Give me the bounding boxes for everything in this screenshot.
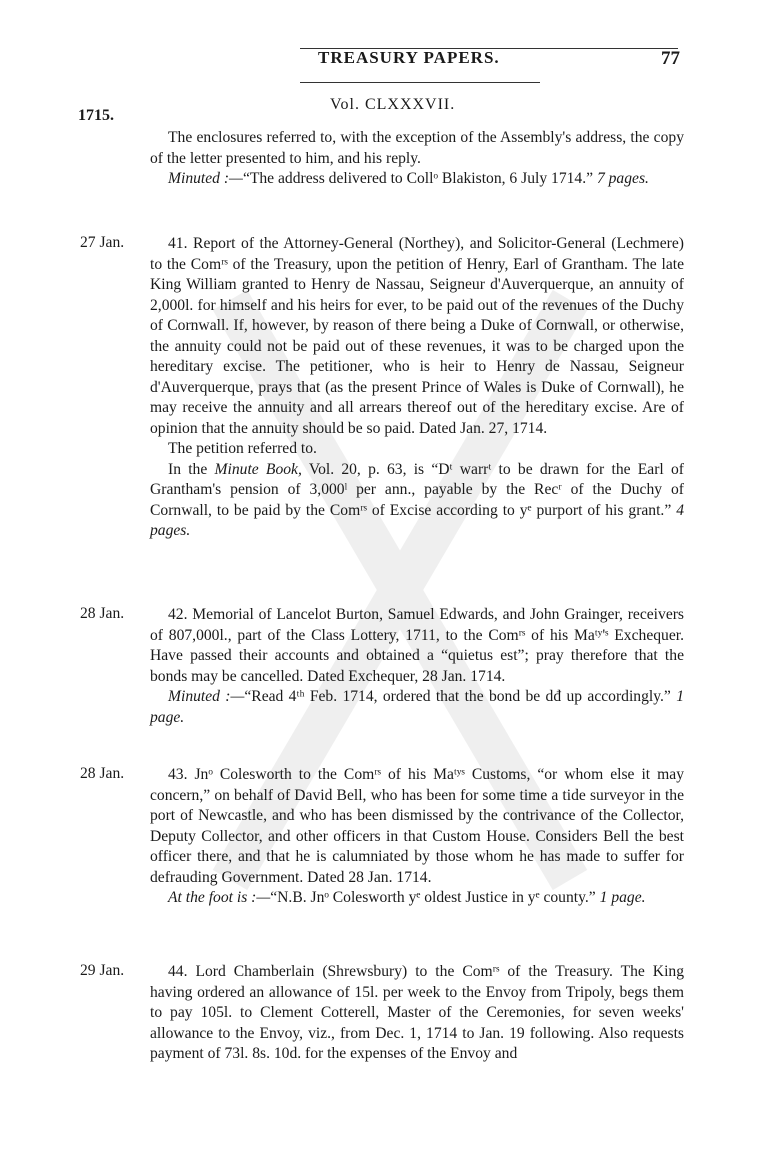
entry-paragraph: 41. Report of the Attorney-General (Northey), and Solicitor-General (Lechmere) to the Comʳˢ of the Treasury, upon the petition of Henry, Earl of Grantham. The late King William granted to Henry de Nassau, Seigneur d'Auverquerque, an annuity of 2,000l. for himself and his heirs for ever, to be paid out of the revenues of the Duchy of Cornwall. If, however, by reason of there being a Duke of Cornwall, or otherwise, the annuity could not be paid out of these revenues, it was to be charged upon the hereditary excise. The petitioner, who is heir to Henry de Nassau, Seigneur d'Auverquerque, prays that (as the present Prince of Wales is Duke of Cornwall), he may receive the annuity and all arrears thereof out of the hereditary excise. Are of opinion that the annuity should be so paid. Dated Jan. 27, 1714. (150, 235, 684, 437)
entry-continuation (150, 128, 684, 190)
running-head: TREASURY PAPERS. (318, 48, 500, 67)
entry-minute-book (150, 460, 684, 542)
minute-label: Minuted :— (168, 170, 243, 187)
entry-paragraph: The enclosures referred to, with the exception of the Assembly's address, the copy of the letter presented to him, and his reply. (150, 129, 684, 167)
minute-label: At the foot is :— (168, 889, 271, 906)
entry-date: 28 Jan. (80, 765, 125, 782)
entry-paragraph: 44. Lord Chamberlain (Shrewsbury) to the Comʳˢ of the Treasury. The King having ordered an allowance of 15l. per week to the Envoy from Tripoly, begs them to pay 105l. to Clement Cotterell, Master of the Ceremonies, for seven weeks' allowance to the Envoy, viz., from Dec. 1, 1714 to Jan. 19 following. Also requests payment of 73l. 8s. 10d. for the expenses of the Envoy and (150, 963, 684, 1062)
entry-41 (150, 234, 684, 542)
minute-book-text: Vol. 20, p. 63, is “Dᵗ warrᵗ to be drawn for the Earl of Grantham's pension of 3,000ˡ per ann., payable by the Recʳ of the Duchy of Cornwall, to be paid by the Comʳˢ of Excise according to yᵉ purport of his grant.” (150, 460, 684, 519)
entry-paragraph: 42. Memorial of Lancelot Burton, Samuel Edwards, and John Grainger, receivers of 807,000l., part of the Class Lottery, 1711, to the Comʳˢ of his Maᵗʸ'ˢ Exchequer. Have passed their accounts and obtained a “quietus est”; pray therefore that the bonds may be cancelled. Dated Exchequer, 28 Jan. 1714. (150, 606, 684, 685)
entry-43 (150, 765, 684, 909)
entry-date: 28 Jan. (80, 605, 125, 622)
entry-date: 27 Jan. (80, 234, 125, 251)
minute-label: Minuted :— (168, 688, 245, 705)
entry-paragraph: 43. Jnᵒ Colesworth to the Comʳˢ of his Maᵗʸˢ Customs, “or whom else it may concern,” on behalf of David Bell, who has been for some time a tide surveyor in the port of Newcastle, and who has been dismissed by the contrivance of the Collector, Deputy Collector, and other officers in that Custom House. Considers Bell the best officer there, and that he is calumniated by those whom he has made to suffer for defrauding Government. Dated 28 Jan. 1714. (150, 766, 684, 886)
entry-minute (150, 888, 684, 909)
page-count: 7 pages. (596, 170, 649, 187)
year-margin: 1715. (78, 107, 114, 124)
entry-44 (150, 962, 684, 1065)
page-count: 1 page. (599, 889, 646, 906)
minute-text: “N.B. Jnᵒ Colesworth yᵉ oldest Justice in yᵉ county.” (270, 889, 596, 906)
page-number: 77 (661, 48, 680, 69)
minute-book-label: Minute Book, (214, 460, 302, 478)
entry-minute (150, 169, 684, 190)
minute-book-prefix: In the (168, 460, 208, 478)
entry-42 (150, 605, 684, 728)
minute-text: “Read 4ᵗʰ Feb. 1714, ordered that the bond be dđ up accordingly.” (244, 688, 671, 705)
minute-text: “The address delivered to Collᵒ Blakiston, 6 July 1714.” (242, 170, 594, 187)
entry-paragraph: The petition referred to. (168, 440, 317, 457)
volume-rule (300, 82, 540, 83)
volume-title: Vol. CLXXXVII. (330, 96, 456, 113)
entry-minute (150, 687, 684, 728)
entry-date: 29 Jan. (80, 962, 125, 979)
page-count: 4 pages. (150, 501, 684, 539)
page-count: 1 page. (150, 688, 684, 726)
